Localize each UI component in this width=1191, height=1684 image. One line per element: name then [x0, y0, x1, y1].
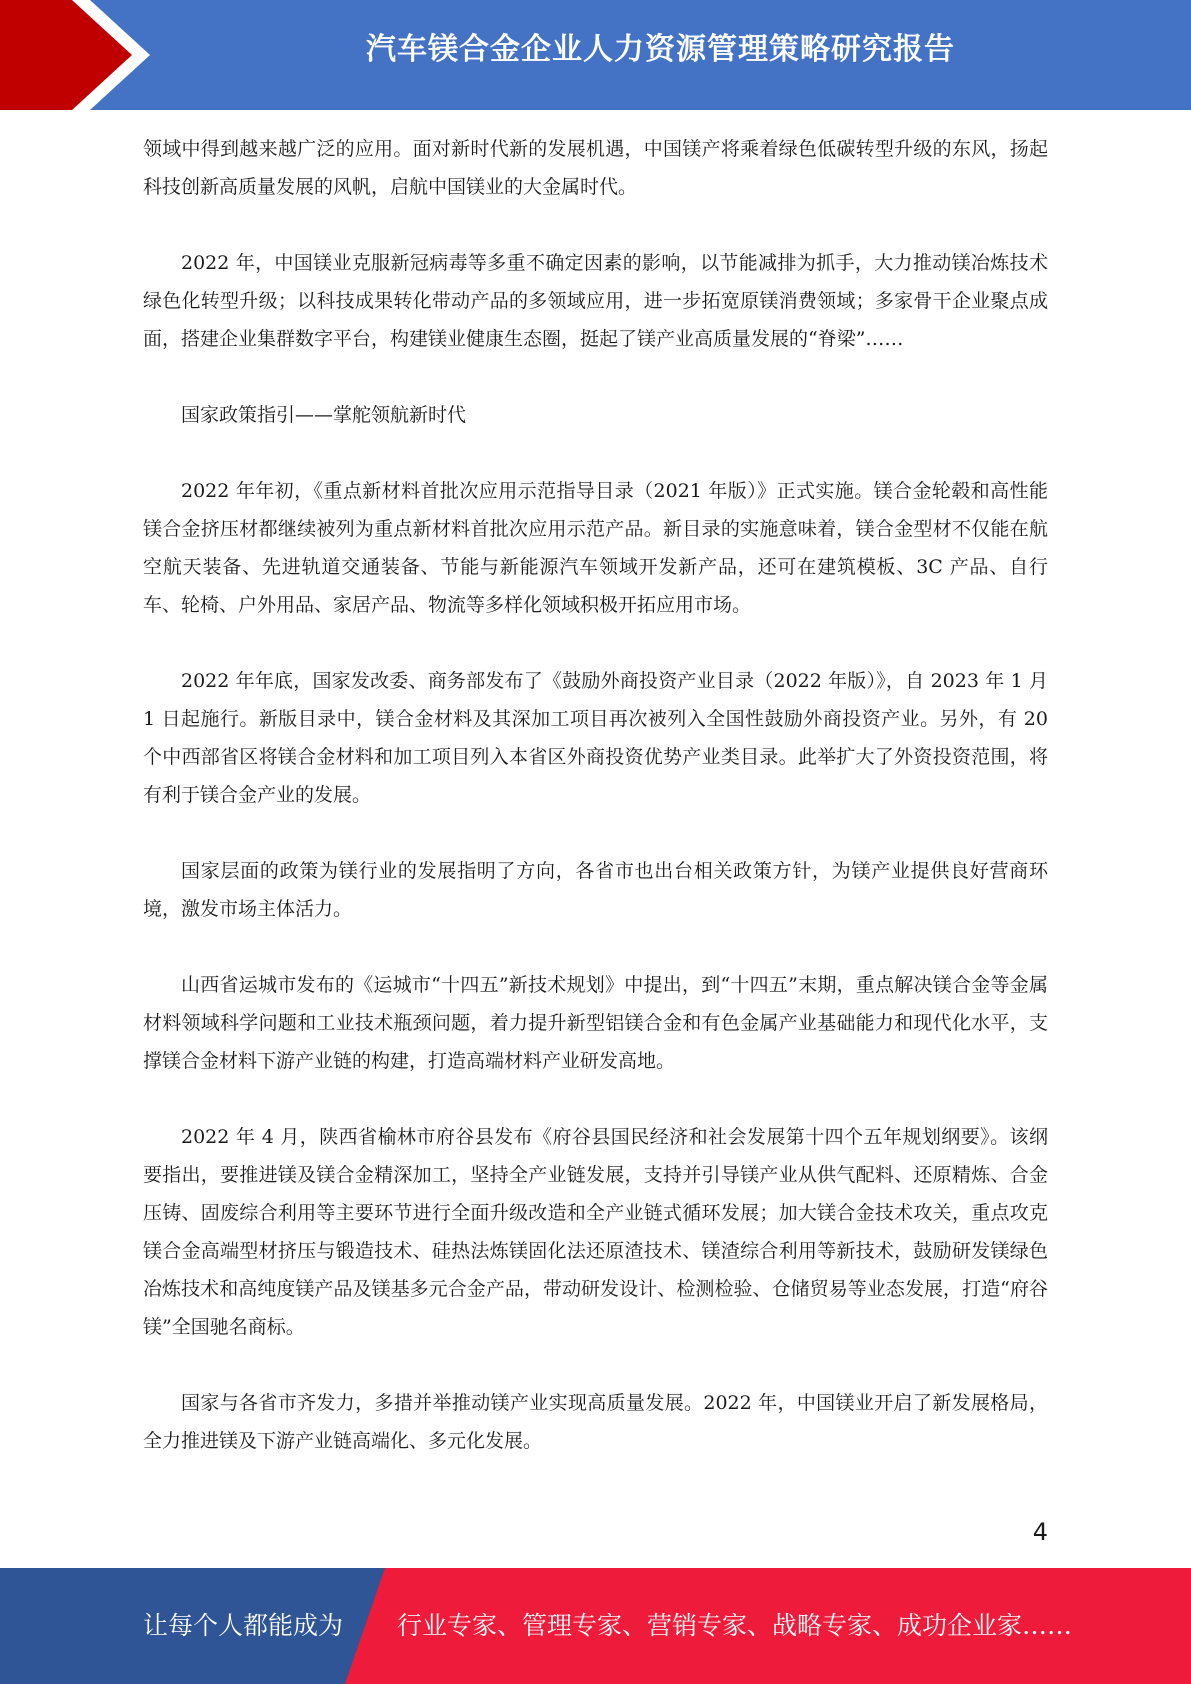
- header-chevron-red: [0, 0, 132, 110]
- paragraph-1: 领域中得到越来越广泛的应用。面对新时代新的发展机遇，中国镁产将乘着绿色低碳转型升级的东风，扬起科技创新高质量发展的风帆，启航中国镁业的大金属时代。: [143, 138, 1048, 198]
- footer-slogan-right: 行业专家、管理专家、营销专家、战略专家、成功企业家……: [397, 1611, 1073, 1640]
- section-heading: 国家政策指引——掌舵领航新时代: [181, 404, 467, 426]
- paragraph-8: 国家与各省市齐发力，多措并举推动镁产业实现高质量发展。2022 年，中国镁业开启了新发展格局，全力推进镁及下游产业链高端化、多元化发展。: [143, 1392, 1048, 1452]
- report-title: 汽车镁合金企业人力资源管理策略研究报告: [366, 32, 955, 67]
- paragraph-3: 2022 年年初，《重点新材料首批次应用示范指导目录（2021 年版）》正式实施。镁合金轮毂和高性能镁合金挤压材都继续被列为重点新材料首批次应用示范产品。新目录的实施意味着，镁合金型材不仅能在航空航天装备、先进轨道交通装备、节能与新能源汽车领域开发新产品，还可在建筑模板、3C 产品、自行车、轮椅、户外用品、家居产品、物流等多样化领域积极开拓应用市场。: [143, 480, 1048, 616]
- page-number: 4: [1032, 1518, 1048, 1546]
- paragraph-6: 山西省运城市发布的《运城市“十四五”新技术规划》中提出，到“十四五”末期，重点解决镁合金等金属材料领域科学问题和工业技术瓶颈问题，着力提升新型铝镁合金和有色金属产业基础能力和现代化水平，支撑镁合金材料下游产业链的构建，打造高端材料产业研发高地。: [143, 974, 1048, 1072]
- paragraph-4: 2022 年年底，国家发改委、商务部发布了《鼓励外商投资产业目录（2022 年版）》，自 2023 年 1 月 1 日起施行。新版目录中，镁合金材料及其深加工项目再次被列入全国性鼓励外商投资产业。另外，有 20 个中西部省区将镁合金材料和加工项目列入本省区外商投资优势产业类目录。此举扩大了外资投资范围，将有利于镁合金产业的发展。: [143, 670, 1048, 806]
- page-footer: [0, 1568, 1191, 1684]
- paragraph-5: 国家层面的政策为镁行业的发展指明了方向，各省市也出台相关政策方针，为镁产业提供良好营商环境，激发市场主体活力。: [143, 860, 1048, 920]
- page-header: [0, 0, 1191, 110]
- body-content: [143, 130, 1048, 1460]
- paragraph-7: 2022 年 4 月，陕西省榆林市府谷县发布《府谷县国民经济和社会发展第十四个五年规划纲要》。该纲要指出，要推进镁及镁合金精深加工，坚持全产业链发展，支持并引导镁产业从供气配料、还原精炼、合金压铸、固废综合利用等主要环节进行全面升级改造和全产业链式循环发展；加大镁合金技术攻关，重点攻克镁合金高端型材挤压与锻造技术、硅热法炼镁固化法还原渣技术、镁渣综合利用等新技术，鼓励研发镁绿色冶炼技术和高纯度镁产品及镁基多元合金产品，带动研发设计、检测检验、仓储贸易等业态发展，打造“府谷镁”全国驰名商标。: [143, 1126, 1048, 1338]
- footer-slogan-left: 让每个人都能成为: [143, 1611, 344, 1640]
- paragraph-2: 2022 年，中国镁业克服新冠病毒等多重不确定因素的影响，以节能减排为抓手，大力推动镁冶炼技术绿色化转型升级；以科技成果转化带动产品的多领域应用，进一步拓宽原镁消费领域；多家骨干企业聚点成面，搭建企业集群数字平台，构建镁业健康生态圈，挺起了镁产业高质量发展的“脊梁”……: [143, 252, 1048, 350]
